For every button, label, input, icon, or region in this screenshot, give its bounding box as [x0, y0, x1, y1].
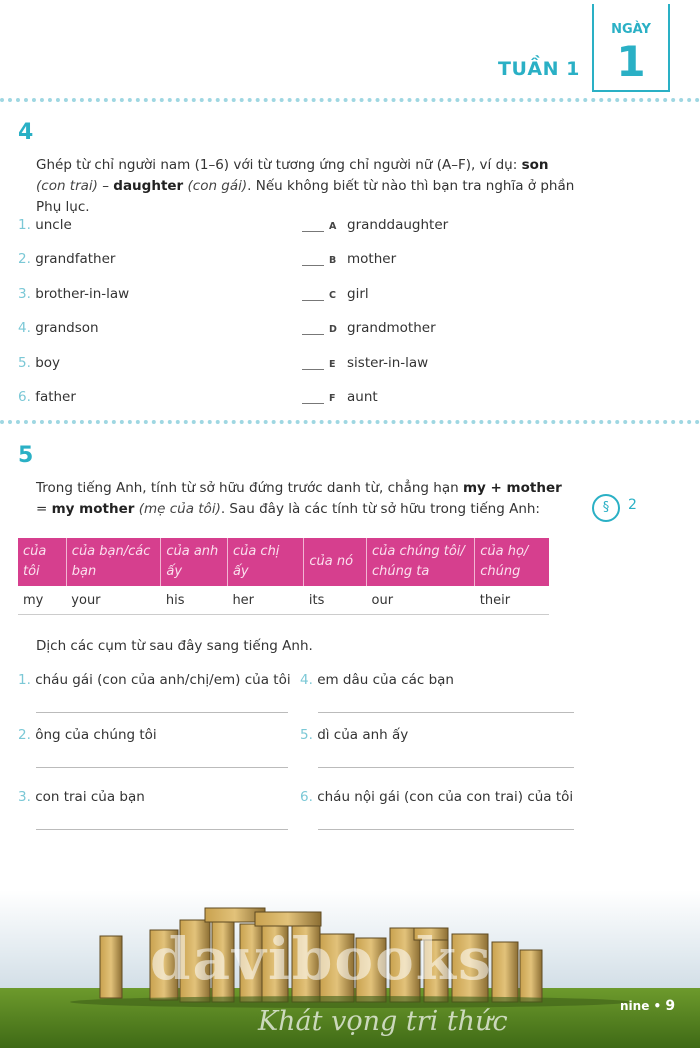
answer-line[interactable] [318, 767, 574, 768]
possessive-adjectives-table [18, 538, 549, 615]
match-letter: F [329, 393, 336, 404]
section-4-number: 4 [18, 120, 34, 145]
table-value-cell: my [18, 586, 66, 615]
answer-blank[interactable] [302, 265, 324, 266]
table-head-cell: của chị ấy [227, 538, 303, 586]
match-letter: D [329, 324, 338, 335]
page-footer [620, 998, 675, 1014]
exercise-item: 5. dì của anh ấy [300, 727, 409, 743]
match-left-item: 1. uncle [18, 217, 72, 233]
watermark-text: davibooks [150, 925, 493, 993]
section-reference-icon[interactable]: § [592, 494, 620, 522]
table-value-cell: their [475, 586, 549, 615]
match-right-item: granddaughter [347, 217, 449, 233]
week-title: TUẦN 1 [498, 58, 580, 80]
exercise-item: 4. em dâu của các bạn [300, 672, 454, 688]
table-value-cell: our [367, 586, 475, 615]
match-right-item: aunt [347, 389, 378, 405]
match-letter: C [329, 290, 337, 301]
divider-middle [0, 420, 700, 424]
match-left-item: 2. grandfather [18, 251, 116, 267]
match-letter: A [329, 221, 337, 232]
match-right-item: mother [347, 251, 397, 267]
match-left-item: 6. father [18, 389, 76, 405]
table-value-cell: her [227, 586, 303, 615]
table-value-cell: your [66, 586, 161, 615]
answer-line[interactable] [36, 712, 288, 713]
table-head-cell: của anh ấy [161, 538, 228, 586]
answer-blank[interactable] [302, 369, 324, 370]
match-left-item: 4. grandson [18, 320, 99, 336]
section-4-instruction: Ghép từ chỉ người nam (1–6) với từ tương ứng chỉ người nữ (A–F), ví dụ: son (con trai) – daughter (con gái). Nếu không biết từ nào thì bạn tra nghĩa ở phần Phụ lục. [36, 157, 575, 215]
table-head-cell: của họ/ chúng [475, 538, 549, 586]
answer-line[interactable] [36, 767, 288, 768]
answer-blank[interactable] [302, 334, 324, 335]
answer-line[interactable] [318, 829, 574, 830]
table-head-cell: của tôi [18, 538, 66, 586]
exercise-item: 3. con trai của bạn [18, 789, 145, 805]
answer-blank[interactable] [302, 300, 324, 301]
slogan-text: Khát vọng tri thức [258, 1006, 508, 1037]
table-value-cell: its [304, 586, 367, 615]
table-value-cell: his [161, 586, 228, 615]
match-left-item: 3. brother-in-law [18, 286, 130, 302]
match-right-item: sister-in-law [347, 355, 429, 371]
exercise-item: 2. ông của chúng tôi [18, 727, 157, 743]
page-number: 9 [665, 998, 676, 1014]
day-badge [592, 4, 670, 92]
match-right-item: girl [347, 286, 369, 302]
answer-line[interactable] [318, 712, 574, 713]
match-right-item: grandmother [347, 320, 436, 336]
match-letter: B [329, 255, 337, 266]
day-label: NGÀY [611, 22, 651, 37]
table-head-cell: của bạn/các bạn [66, 538, 161, 586]
day-number: 1 [616, 37, 646, 86]
exercise-item: 1. cháu gái (con của anh/chị/em) của tôi [18, 672, 291, 688]
page-bullet: • [653, 999, 662, 1013]
match-left-item: 5. boy [18, 355, 61, 371]
section-5-intro: Trong tiếng Anh, tính từ sở hữu đứng trước danh từ, chẳng hạn my + mother = my mother (mẹ của tôi). Sau đây là các tính từ sở hữu trong tiếng Anh: [36, 480, 562, 517]
answer-blank[interactable] [302, 231, 324, 232]
match-letter: E [329, 359, 336, 370]
answer-blank[interactable] [302, 403, 324, 404]
table-head-cell: của chúng tôi/ chúng ta [367, 538, 475, 586]
section-reference-number: 2 [628, 497, 637, 513]
section-5-number: 5 [18, 443, 34, 468]
translate-instruction: Dịch các cụm từ sau đây sang tiếng Anh. [36, 638, 313, 654]
page-word: nine [620, 999, 650, 1013]
exercise-item: 6. cháu nội gái (con của con trai) của tôi [300, 789, 574, 805]
divider-top [0, 98, 700, 102]
table-head-cell: của nó [304, 538, 367, 586]
answer-line[interactable] [36, 829, 288, 830]
